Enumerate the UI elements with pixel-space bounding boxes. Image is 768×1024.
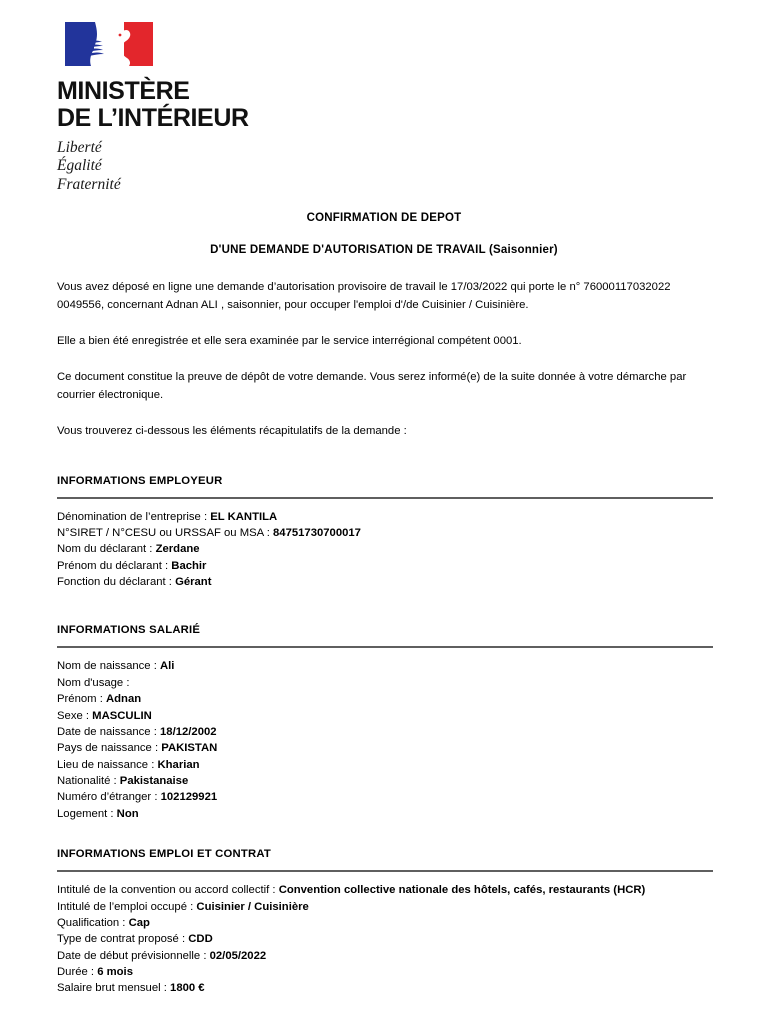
field-label: Prénom : <box>57 693 106 706</box>
field-value: Bachir <box>171 559 207 572</box>
field-value: 18/12/2002 <box>160 725 217 738</box>
field-row <box>57 724 713 740</box>
document-subtitle: D'UNE DEMANDE D'AUTORISATION DE TRAVAIL (Saisonnier) <box>210 243 558 256</box>
section-rule-contract <box>57 870 713 872</box>
section-heading-employee: INFORMATIONS SALARIÉ <box>57 624 201 637</box>
field-value: 1800 € <box>170 982 205 995</box>
field-value: MASCULIN <box>92 709 152 722</box>
flag-white-band <box>94 22 124 66</box>
field-row <box>57 675 713 691</box>
field-label: Lieu de naissance : <box>57 758 158 771</box>
contract-field-list <box>57 882 713 997</box>
document-body <box>0 278 768 997</box>
field-value: Pakistanaise <box>119 775 189 788</box>
field-label: Pays de naissance : <box>57 742 162 755</box>
field-label: Numéro d’étranger : <box>57 791 161 804</box>
field-row <box>57 509 713 525</box>
intro-paragraph-1: Vous avez déposé en ligne une demande d’autorisation provisoire de travail le 17/03/2022 qui porte le n° 76000117032022 0049556, concernant Adnan ALI , saisonnier, pour occuper l'emploi d'/de Cuisinier / Cuisinière. <box>57 280 671 312</box>
field-row <box>57 980 713 996</box>
section-rule-employee <box>57 646 713 648</box>
field-row <box>57 541 713 557</box>
field-row <box>57 964 713 980</box>
field-value: 102129921 <box>160 791 218 804</box>
section-heading-employer: INFORMATIONS EMPLOYEUR <box>57 474 223 487</box>
field-value: 02/05/2022 <box>209 949 267 962</box>
field-row <box>57 915 713 931</box>
intro-paragraph-4: Vous trouverez ci-dessous les éléments récapitulatifs de la demande : <box>57 424 407 437</box>
field-value: Ali <box>159 660 175 673</box>
field-row <box>57 525 713 541</box>
field-row <box>57 691 713 707</box>
motto-liberte: Liberté <box>57 139 102 156</box>
field-value: Kharian <box>157 758 200 771</box>
field-label: Qualification : <box>57 916 129 929</box>
section-rule-employer <box>57 497 713 499</box>
field-value: Zerdane <box>155 543 200 556</box>
field-value: 6 mois <box>97 966 133 979</box>
motto-fraternite: Fraternité <box>57 175 121 193</box>
field-value: EL KANTILA <box>210 510 278 523</box>
field-label: Dénomination de l’entreprise : <box>57 510 211 523</box>
field-row <box>57 899 713 915</box>
field-value: Convention collective nationale des hôtels, cafés, restaurants (HCR) <box>278 884 646 897</box>
field-value: PAKISTAN <box>161 742 218 755</box>
field-row <box>57 658 713 674</box>
field-label: Nom d'usage : <box>57 676 130 689</box>
field-label: Intitulé de l’emploi occupé : <box>57 900 197 913</box>
motto-egalite: Égalité <box>57 157 102 175</box>
field-value: 84751730700017 <box>273 526 361 539</box>
document-title: CONFIRMATION DE DEPOT <box>306 211 462 224</box>
intro-paragraph-3: Ce document constitue la preuve de dépôt de votre demande. Vous serez informé(e) de la suite donnée à votre démarche par courrier électronique. <box>57 370 687 402</box>
field-row <box>57 806 713 822</box>
field-value: Cap <box>128 916 150 929</box>
field-row <box>57 740 713 756</box>
field-value: Non <box>116 807 139 820</box>
field-label: Date de naissance : <box>57 725 160 738</box>
field-label: Nom du déclarant : <box>57 543 156 556</box>
field-row <box>57 931 713 947</box>
field-row <box>57 757 713 773</box>
field-row <box>57 558 713 574</box>
section-heading-contract: INFORMATIONS EMPLOI ET CONTRAT <box>57 848 271 861</box>
field-value: Cuisinier / Cuisinière <box>196 900 309 913</box>
employee-field-list <box>57 658 713 822</box>
field-label: N°SIRET / N°CESU ou URSSAF ou MSA : <box>57 526 273 539</box>
field-row <box>57 574 713 590</box>
field-value: Adnan <box>105 693 142 706</box>
field-label: Nationalité : <box>57 775 120 788</box>
field-row <box>57 882 713 898</box>
marianne-logo <box>65 22 153 66</box>
field-row <box>57 773 713 789</box>
field-row <box>57 708 713 724</box>
field-row <box>57 948 713 964</box>
republic-motto <box>57 139 768 194</box>
ministry-name <box>57 78 768 132</box>
intro-paragraph-2: Elle a bien été enregistrée et elle sera examinée par le service interrégional compétent 0001. <box>57 335 522 348</box>
field-label: Durée : <box>57 966 98 979</box>
field-row <box>57 789 713 805</box>
field-label: Intitulé de la convention ou accord collectif : <box>57 884 279 897</box>
field-label: Date de début prévisionnelle : <box>57 949 210 962</box>
field-label: Fonction du déclarant : <box>57 576 176 589</box>
flag-red-band <box>124 22 153 66</box>
field-label: Salaire brut mensuel : <box>57 982 171 995</box>
field-value: Gérant <box>175 576 212 589</box>
field-label: Prénom du déclarant : <box>57 559 172 572</box>
employer-field-list <box>57 509 713 591</box>
letterhead <box>0 0 768 194</box>
flag-blue-band <box>65 22 94 66</box>
field-label: Nom de naissance : <box>57 660 160 673</box>
ministry-name-line2: DE L’INTÉRIEUR <box>57 104 249 132</box>
field-label: Sexe : <box>57 709 93 722</box>
field-label: Type de contrat proposé : <box>57 933 189 946</box>
ministry-name-line1: MINISTÈRE <box>57 77 190 105</box>
field-label: Logement : <box>57 807 117 820</box>
field-value: CDD <box>188 933 213 946</box>
